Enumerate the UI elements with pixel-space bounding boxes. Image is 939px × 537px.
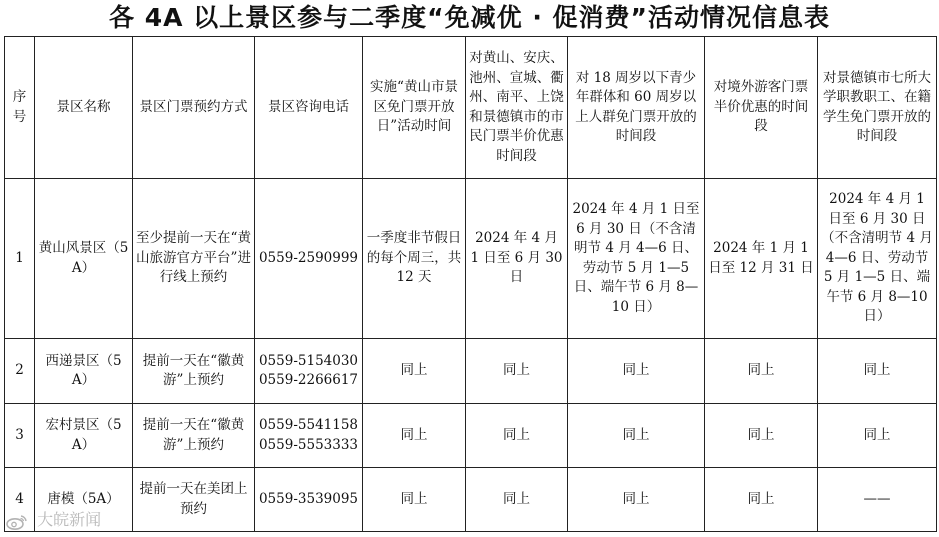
cell-youth-senior: 同上: [568, 468, 705, 532]
cell-phone: [255, 404, 363, 468]
header-cell-booking: 景区门票预约方式: [133, 37, 255, 179]
cell-half-price-citizens: 同上: [466, 468, 568, 532]
table-row: [5, 468, 937, 532]
table-header-row: [5, 37, 937, 179]
cell-overseas: 2024 年 1 月 1 日至 12 月 31 日: [705, 179, 818, 339]
cell-youth-senior: 同上: [568, 404, 705, 468]
phone-number: 0559-5541158: [258, 417, 359, 433]
cell-no: 4: [5, 468, 35, 532]
cell-youth-senior: 2024 年 4 月 1 日至 6 月 30 日（不含清明节 4 月 4—6 日、劳动节 5 月 1—5 日、端午节 6 月 8—10 日）: [568, 179, 705, 339]
table-row: [5, 404, 937, 468]
cell-name: 唐模（5A）: [35, 468, 133, 532]
cell-free-day: 同上: [363, 339, 466, 404]
cell-jingdezhen-univ: 2024 年 4 月 1 日至 6 月 30 日（不含清明节 4 月 4—6 日、劳动节 5 月 1—5 日、端午节 6 月 8—10 日）: [818, 179, 937, 339]
cell-half-price-citizens: 同上: [466, 339, 568, 404]
header-cell-name: 景区名称: [35, 37, 133, 179]
cell-name: 黄山风景区（5A）: [35, 179, 133, 339]
header-cell-jingdezhen-univ: 对景德镇市七所大学职教职工、在籍学生免门票开放的时间段: [818, 37, 937, 179]
cell-overseas: 同上: [705, 404, 818, 468]
cell-phone: [255, 468, 363, 532]
cell-free-day: 一季度非节假日的每个周三，共 12 天: [363, 179, 466, 339]
cell-half-price-citizens: 同上: [466, 404, 568, 468]
cell-booking: 提前一天在“徽黄游”上预约: [133, 404, 255, 468]
phone-number: 0559-2266617: [258, 372, 359, 388]
cell-overseas: 同上: [705, 339, 818, 404]
cell-name: 宏村景区（5A）: [35, 404, 133, 468]
header-cell-no: 序号: [5, 37, 35, 179]
cell-jingdezhen-univ: 同上: [818, 339, 937, 404]
header-cell-free-day: 实施“黄山市景区免门票开放日”活动时间: [363, 37, 466, 179]
phone-number: 0559-5553333: [258, 436, 359, 453]
cell-youth-senior: 同上: [568, 339, 705, 404]
header-cell-phone: 景区咨询电话: [255, 37, 363, 179]
cell-booking: 至少提前一天在“黄山旅游官方平台”进行线上预约: [133, 179, 255, 339]
cell-name: 西递景区（5A）: [35, 339, 133, 404]
cell-overseas: 同上: [705, 468, 818, 532]
cell-no: 3: [5, 404, 35, 468]
page-title: 各 4A 以上景区参与二季度“免减优 · 促消费”活动情况信息表: [109, 3, 830, 32]
cell-free-day: 同上: [363, 404, 466, 468]
phone-number: 0559-5154030: [258, 352, 359, 369]
watermark-text: 大皖新闻: [37, 510, 102, 529]
scenic-area-info-table: [4, 36, 937, 532]
cell-jingdezhen-univ: ——: [818, 468, 937, 532]
cell-booking: 提前一天在“徽黄游”上预约: [133, 339, 255, 404]
cell-free-day: 同上: [363, 468, 466, 532]
cell-no: 1: [5, 179, 35, 339]
cell-half-price-citizens: 2024 年 4 月 1 日至 6 月 30 日: [466, 179, 568, 339]
header-cell-overseas: 对境外游客门票半价优惠的时间段: [705, 37, 818, 179]
phone-number: 0559-2590999: [258, 249, 359, 266]
table-row: [5, 339, 937, 404]
phone-number: 0559-3539095: [258, 490, 359, 507]
header-cell-half-price-citizens: 对黄山、安庆、池州、宣城、衢州、南平、上饶和景德镇市的市民门票半价优惠时间段: [466, 37, 568, 179]
cell-no: 2: [5, 339, 35, 404]
table-row: [5, 179, 937, 339]
weibo-logo-icon: [6, 513, 28, 529]
cell-jingdezhen-univ: 同上: [818, 404, 937, 468]
watermark: [6, 508, 101, 532]
cell-phone: [255, 179, 363, 339]
cell-booking: 提前一天在美团上预约: [133, 468, 255, 532]
cell-phone: [255, 339, 363, 404]
header-cell-youth-senior: 对 18 周岁以下青少年群体和 60 周岁以上人群免门票开放的时间段: [568, 37, 705, 179]
